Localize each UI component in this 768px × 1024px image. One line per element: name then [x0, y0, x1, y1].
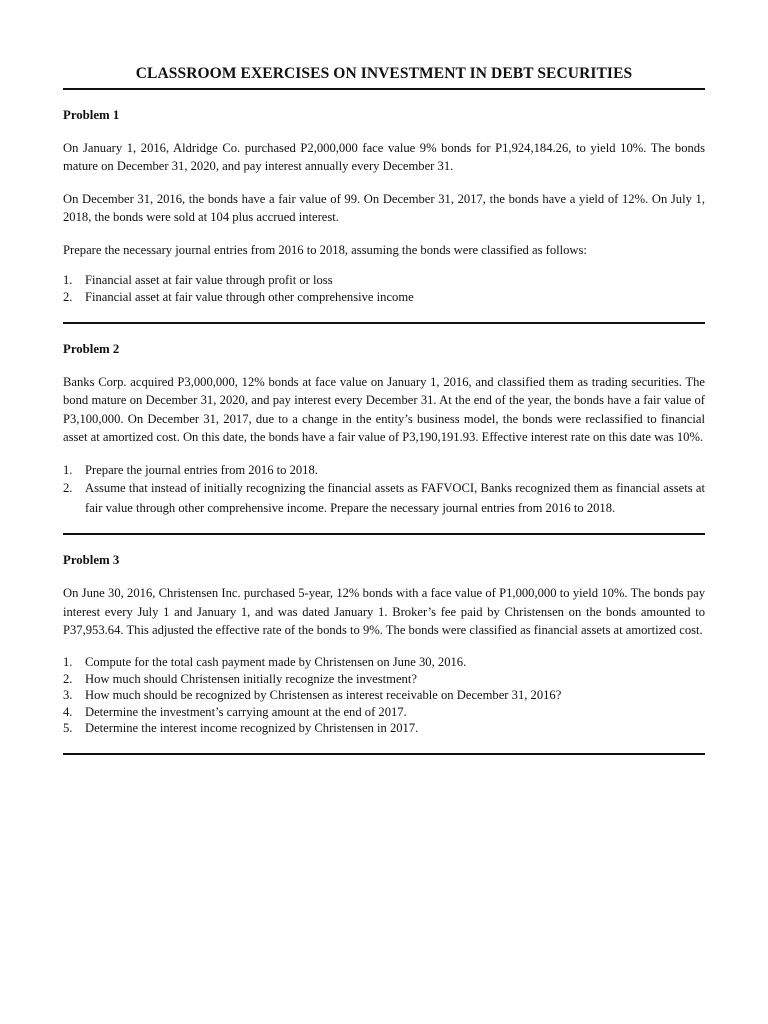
- section-divider: [63, 533, 705, 535]
- problem-1-paragraph: On January 1, 2016, Aldridge Co. purchased P2,000,000 face value 9% bonds for P1,924,184.26, to yield 10%. The bonds mature on December 31, 2020, and pay interest annually every December 31.: [63, 141, 705, 174]
- list-item-number: 1.: [63, 462, 73, 477]
- list-item-number: 2.: [63, 481, 73, 496]
- list-item-text: Financial asset at fair value through profit or loss: [85, 273, 333, 288]
- list-item-text: Prepare the journal entries from 2016 to 2018.: [85, 462, 318, 477]
- list-item: [63, 478, 705, 518]
- list-item: [63, 720, 705, 737]
- list-item-text: Determine the interest income recognized by Christensen in 2017.: [85, 721, 419, 736]
- problem-2-task-list: [63, 462, 705, 519]
- list-item: [63, 289, 705, 306]
- problem-3-paragraph: On June 30, 2016, Christensen Inc. purchased 5-year, 12% bonds with a face value of P1,000,000 to yield 10%. The bonds pay interest every July 1 and January 1, and was dated January 1. Broker’s fee paid by Christensen on the bonds amounted to P37,953.64. This adjusted the effective rate of the bonds to 9%. The bonds were classified as financial assets at amortized cost.: [63, 586, 705, 637]
- list-item-text: Compute for the total cash payment made by Christensen on June 30, 2016.: [85, 655, 467, 670]
- section-divider: [63, 322, 705, 324]
- list-item-number: 4.: [63, 704, 73, 719]
- list-item-number: 2.: [63, 671, 73, 686]
- problem-1-paragraph: On December 31, 2016, the bonds have a fair value of 99. On December 31, 2017, the bonds have a yield of 12%. On July 1, 2018, the bonds were sold at 104 plus accrued interest.: [63, 191, 705, 225]
- problem-2-paragraph: Banks Corp. acquired P3,000,000, 12% bonds at face value on January 1, 2016, and classified them as trading securities. The bond mature on December 31, 2020, and pay interest every December 31. At the end of the year, the bonds have a fair value of P3,100,000. On December 31, 2017, due to a change in the entity’s business model, the bonds were reclassified to financial asset at amortized cost. On this date, the bonds have a fair value of P3,190,191.93. Effective interest rate on this date was 10%.: [63, 375, 705, 445]
- problem-3-task-list: [63, 654, 705, 737]
- problem-2-section: [63, 341, 705, 518]
- list-item-text: How much should be recognized by Christensen as interest receivable on December 31, 2016?: [85, 688, 562, 703]
- list-item: [63, 704, 705, 721]
- list-item-number: 3.: [63, 688, 73, 703]
- document-page: [63, 64, 705, 755]
- list-item: [63, 272, 705, 289]
- problem-2-heading: Problem 2: [63, 342, 120, 357]
- problem-1-task-list: [63, 272, 705, 305]
- list-item-number: 1.: [63, 273, 73, 288]
- section-divider: [63, 753, 705, 755]
- list-item-number: 1.: [63, 655, 73, 670]
- problem-3-section: [63, 552, 705, 737]
- list-item: [63, 462, 705, 479]
- title-divider: [63, 88, 705, 90]
- list-item-text: Assume that instead of initially recognizing the financial assets as FAFVOCI, Banks recognized them as financial assets at fair value through other comprehensive income. Prepare the necessary journal entries from 2016 to 2018.: [85, 481, 705, 516]
- list-item-text: How much should Christensen initially recognize the investment?: [85, 671, 417, 686]
- list-item-number: 5.: [63, 721, 73, 736]
- list-item: [63, 687, 705, 704]
- problem-1-section: [63, 107, 705, 305]
- list-item: [63, 671, 705, 688]
- problem-1-heading: Problem 1: [63, 108, 120, 122]
- list-item: [63, 654, 705, 671]
- list-item-text: Financial asset at fair value through other comprehensive income: [85, 289, 414, 304]
- list-item-text: Determine the investment’s carrying amount at the end of 2017.: [85, 704, 407, 719]
- problem-3-heading: Problem 3: [63, 553, 120, 568]
- document-title: CLASSROOM EXERCISES ON INVESTMENT IN DEBT SECURITIES: [135, 65, 633, 82]
- list-item-number: 2.: [63, 289, 73, 304]
- problem-1-paragraph: Prepare the necessary journal entries from 2016 to 2018, assuming the bonds were classified as follows:: [63, 242, 587, 257]
